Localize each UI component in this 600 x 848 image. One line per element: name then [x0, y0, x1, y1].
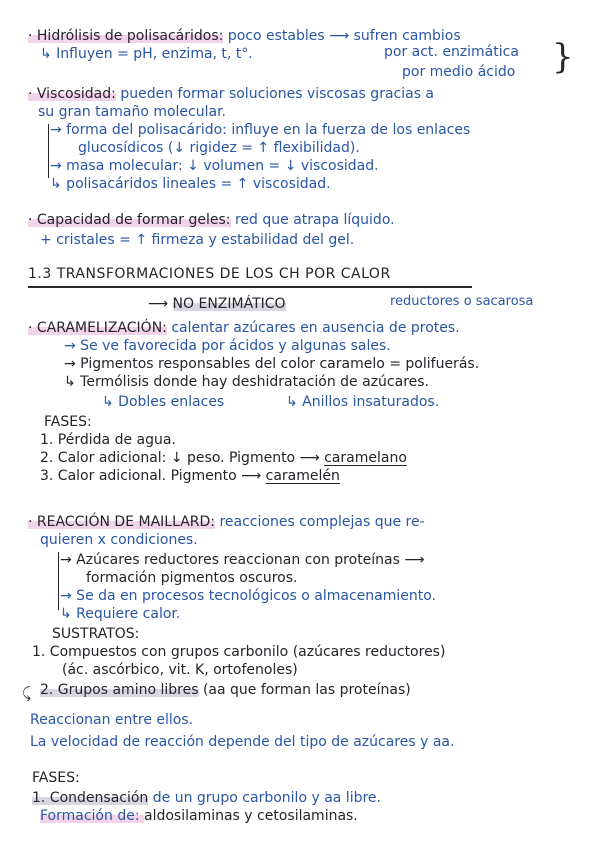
no-enzimatico-row — [148, 296, 286, 312]
hidrolisis-enzimatica: por act. enzimática — [384, 44, 519, 60]
maillard-azucares: → Azúcares reductores reaccionan con proteínas ⟶ — [60, 552, 425, 568]
viscosidad-lineales: ↳ polisacáridos lineales = ↑ viscosidad. — [50, 176, 331, 192]
fases2-title: FASES: — [32, 770, 80, 786]
fases2-item1-text: de un grupo carbonilo y aa libre. — [148, 790, 381, 806]
sustratos-item2-term: 2. Grupos amino libres — [40, 682, 199, 698]
maillard-line2: quieren x condiciones. — [40, 532, 198, 548]
no-enzimatico-label: NO ENZIMÁTICO — [172, 296, 286, 312]
reductores-note: reductores o sacarosa — [390, 294, 534, 309]
hidrolisis-acido: por medio ácido — [402, 64, 516, 80]
viscosidad-forma: → forma del polisacárido: influye en la fuerza de los enlaces — [50, 122, 471, 138]
caramelizacion-favorecida: → Se ve favorecida por ácidos y algunas sales. — [64, 338, 391, 354]
caramelizacion-pigmentos: → Pigmentos responsables del color caramelo = polifuerás. — [64, 356, 480, 372]
fases2-formacion: Formación de: — [40, 808, 144, 824]
geles-text: red que atrapa líquido. — [230, 212, 395, 228]
caramelizacion-title: · CARAMELIZACIÓN: — [28, 320, 167, 336]
brace-icon: } — [552, 37, 574, 77]
viscosidad-text: pueden formar soluciones viscosas gracias a — [115, 86, 435, 102]
fases1-item2 — [40, 450, 407, 466]
sustratos-item1: 1. Compuestos con grupos carbonilo (azúcares reductores) — [32, 644, 446, 660]
fases1-item3 — [40, 468, 340, 484]
caramelizacion-text: calentar azúcares en ausencia de protes. — [166, 320, 460, 336]
fases2-aldosilaminas: aldosilaminas y cetosilaminas. — [144, 808, 358, 824]
fases1-title: FASES: — [44, 414, 92, 430]
fases2-item1-term: 1. Condensación — [32, 790, 149, 806]
viscosidad-masa: → masa molecular: ↓ volumen = ↓ viscosidad. — [50, 158, 379, 174]
maillard-formacion: formación pigmentos oscuros. — [86, 570, 298, 586]
caramelizacion-block — [28, 320, 460, 336]
hidrolisis-influyen: ↳ Influyen = pH, enzima, t, t°. — [40, 46, 253, 62]
indent-line — [58, 552, 59, 610]
fases1-item1: 1. Pérdida de agua. — [40, 432, 176, 448]
fases1-item3-term: caramelén — [265, 468, 340, 484]
fases2-item1 — [32, 790, 381, 806]
viscosidad-glucosidicos: glucosídicos (↓ rigidez = ↑ flexibilidad). — [78, 140, 360, 156]
maillard-text: reacciones complejas que re- — [215, 514, 425, 530]
section-13-underline — [28, 286, 472, 288]
maillard-title: · REACCIÓN DE MAILLARD: — [28, 514, 216, 530]
maillard-calor: ↳ Requiere calor. — [60, 606, 181, 622]
sustratos-velocidad: La velocidad de reacción depende del tipo de azúcares y aa. — [30, 734, 455, 750]
caramelizacion-dobles: ↳ Dobles enlaces — [102, 394, 225, 410]
sustratos-item2-text: (aa que forman las proteínas) — [198, 682, 411, 698]
maillard-block — [28, 514, 425, 530]
fases1-item3-text: 3. Calor adicional. Pigmento ⟶ — [40, 468, 266, 484]
viscosidad-block — [28, 86, 434, 102]
sustratos-title: SUSTRATOS: — [52, 626, 140, 642]
hidrolisis-title: · Hidrólisis de polisacáridos: — [28, 28, 224, 44]
sustratos-item2 — [40, 682, 411, 698]
hidrolisis-text: poco estables ⟶ sufren cambios — [223, 28, 461, 44]
fases1-item2-text: 2. Calor adicional: ↓ peso. Pigmento ⟶ — [40, 450, 325, 466]
arrow-icon: ⟶ — [148, 296, 173, 312]
caramelizacion-termolisis: ↳ Termólisis donde hay deshidratación de azúcares. — [64, 374, 430, 390]
curve-arrow-icon: ⤹ — [22, 684, 32, 702]
indent-line — [48, 124, 49, 178]
geles-line2: + cristales = ↑ firmeza y estabilidad del gel. — [40, 232, 355, 248]
maillard-procesos: → Se da en procesos tecnológicos o almacenamiento. — [60, 588, 437, 604]
fases1-item2-term: caramelano — [324, 450, 407, 466]
hidrolisis-block — [28, 28, 461, 44]
viscosidad-title: · Viscosidad: — [28, 86, 116, 102]
fases2-item1c — [40, 808, 358, 824]
sustratos-reaccionan: Reaccionan entre ellos. — [30, 712, 194, 728]
sustratos-item1b: (ác. ascórbico, vit. K, ortofenoles) — [62, 662, 298, 678]
section-13-title: 1.3 TRANSFORMACIONES DE LOS CH POR CALOR — [28, 266, 391, 282]
geles-block — [28, 212, 395, 228]
viscosidad-line2: su gran tamaño molecular. — [38, 104, 227, 120]
geles-title: · Capacidad de formar geles: — [28, 212, 231, 228]
caramelizacion-anillos: ↳ Anillos insaturados. — [286, 394, 440, 410]
